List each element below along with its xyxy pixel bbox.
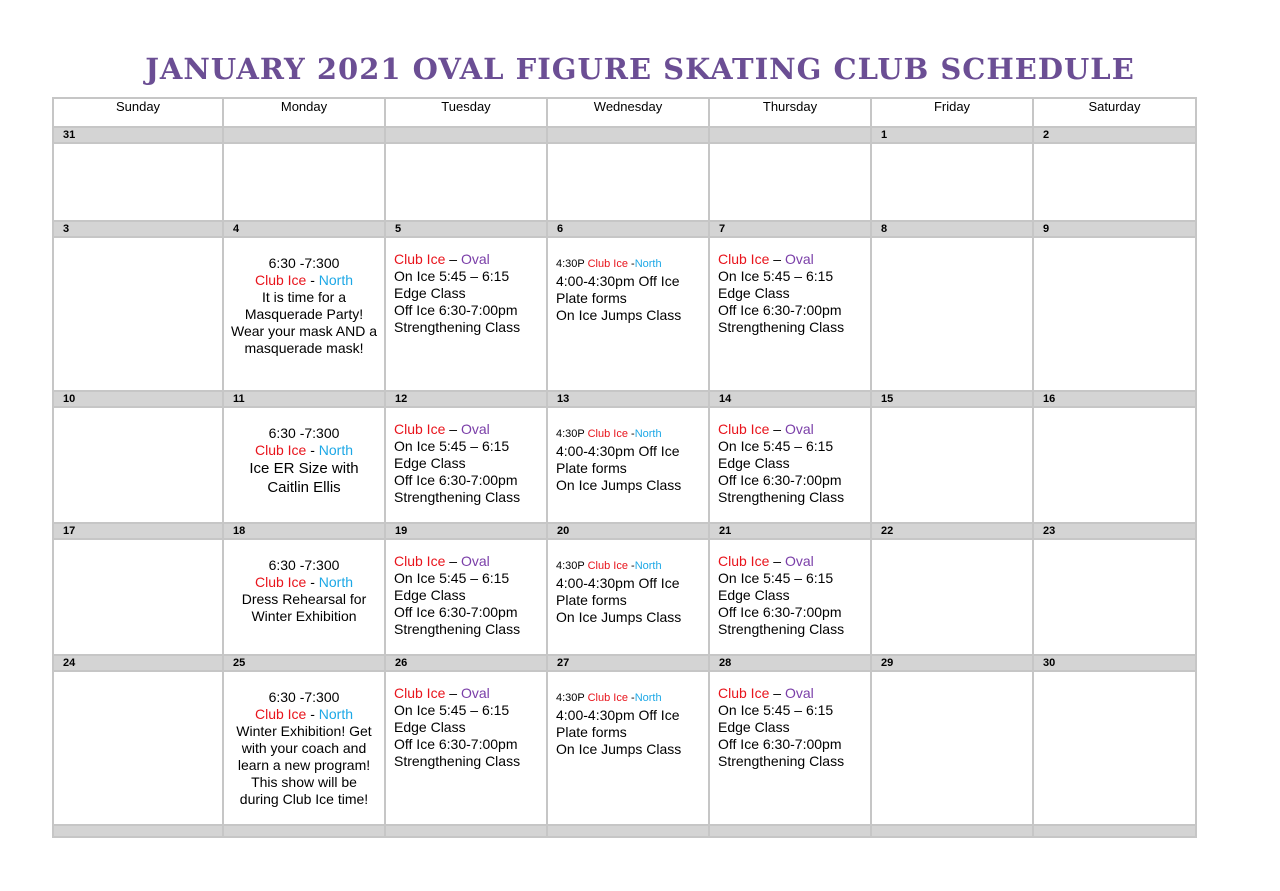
date-number: 2: [1033, 127, 1196, 143]
day-cell: [709, 539, 871, 655]
day-cell: [53, 539, 223, 655]
club-ice-label: Club Ice: [587, 258, 628, 270]
date-number: 25: [223, 655, 385, 671]
event-time: 4:30P: [556, 258, 588, 270]
strengthening-class: Strengthening Class: [394, 621, 521, 637]
date-number: 29: [871, 655, 1033, 671]
event-location-line: [556, 424, 708, 443]
edge-class: Edge Class: [394, 719, 466, 735]
club-ice-label: Club Ice: [394, 685, 446, 701]
plate-forms: Plate forms: [556, 290, 627, 306]
thursday-event: [710, 238, 870, 336]
weekday-header-row: [53, 98, 1196, 127]
day-cell: [871, 143, 1033, 221]
date-number: 7: [709, 221, 871, 237]
jumps-class: On Ice Jumps Class: [556, 307, 682, 323]
club-ice-label: Club Ice: [587, 560, 628, 572]
strengthening-class: Strengthening Class: [718, 489, 845, 505]
day-cell: [1033, 237, 1196, 391]
day-cell: [223, 237, 385, 391]
oval-label: Oval: [460, 685, 490, 701]
north-label: North: [634, 692, 662, 704]
tuesday-event: [386, 238, 546, 336]
separator: –: [445, 421, 461, 437]
date-number: 9: [1033, 221, 1196, 237]
date-number: 6: [547, 221, 709, 237]
jumps-class: On Ice Jumps Class: [556, 609, 682, 625]
day-cell: [223, 671, 385, 825]
off-ice-time: 4:00-4:30pm Off Ice: [556, 443, 680, 459]
strengthening-class: Strengthening Class: [718, 753, 845, 769]
off-ice-time: Off Ice 6:30-7:00pm: [718, 736, 842, 752]
date-number-row: [53, 127, 1196, 143]
club-ice-label: Club Ice: [254, 272, 307, 288]
club-ice-label: Club Ice: [254, 574, 307, 590]
day-cell: [223, 539, 385, 655]
strengthening-class: Strengthening Class: [718, 621, 845, 637]
weekday-thursday: Thursday: [709, 98, 871, 127]
on-ice-time: On Ice 5:45 – 6:15: [718, 438, 834, 454]
week-row: [53, 143, 1196, 221]
footer-cell: [1033, 825, 1196, 837]
footer-row: [53, 825, 1196, 837]
off-ice-time: Off Ice 6:30-7:00pm: [394, 302, 518, 318]
monday-event: [224, 540, 384, 625]
footer-cell: [53, 825, 223, 837]
day-cell: [547, 143, 709, 221]
event-time: 6:30 -7:300: [268, 255, 340, 271]
page-title: JANUARY 2021 OVAL FIGURE SKATING CLUB SCHEDULE: [145, 52, 1135, 86]
monday-event: [224, 408, 384, 497]
tuesday-event: [386, 672, 546, 770]
oval-label: Oval: [784, 553, 814, 569]
separator: -: [306, 706, 319, 722]
date-number: 19: [385, 523, 547, 539]
jumps-class: On Ice Jumps Class: [556, 477, 682, 493]
club-ice-label: Club Ice: [718, 553, 770, 569]
strengthening-class: Strengthening Class: [394, 319, 521, 335]
date-number: [709, 127, 871, 143]
footer-cell: [871, 825, 1033, 837]
weekday-wednesday: Wednesday: [547, 98, 709, 127]
on-ice-time: On Ice 5:45 – 6:15: [394, 570, 510, 586]
event-location-line: [230, 442, 378, 459]
tuesday-event: [386, 540, 546, 638]
event-description: Winter Exhibition! Get with your coach and learn a new program! This show will be during Club Ice time!: [236, 723, 372, 807]
strengthening-class: Strengthening Class: [718, 319, 845, 335]
off-ice-time: Off Ice 6:30-7:00pm: [718, 604, 842, 620]
separator: -: [627, 692, 635, 704]
weekday-saturday: Saturday: [1033, 98, 1196, 127]
week-row: [53, 237, 1196, 391]
date-number: 24: [53, 655, 223, 671]
separator: -: [627, 258, 635, 270]
date-number: 13: [547, 391, 709, 407]
date-number: 16: [1033, 391, 1196, 407]
oval-label: Oval: [460, 553, 490, 569]
thursday-event: [710, 540, 870, 638]
oval-label: Oval: [460, 421, 490, 437]
date-number: 26: [385, 655, 547, 671]
date-number: 5: [385, 221, 547, 237]
edge-class: Edge Class: [394, 285, 466, 301]
footer-cell: [547, 825, 709, 837]
edge-class: Edge Class: [718, 455, 790, 471]
date-number: 15: [871, 391, 1033, 407]
monday-event: [224, 238, 384, 357]
week-row: [53, 671, 1196, 825]
edge-class: Edge Class: [718, 285, 790, 301]
oval-label: Oval: [784, 685, 814, 701]
date-number: 20: [547, 523, 709, 539]
separator: -: [306, 442, 319, 458]
club-ice-label: Club Ice: [254, 706, 307, 722]
strengthening-class: Strengthening Class: [394, 753, 521, 769]
event-description: It is time for a Masquerade Party! Wear your mask AND a masquerade mask!: [230, 289, 377, 356]
jumps-class: On Ice Jumps Class: [556, 741, 682, 757]
day-cell: [871, 539, 1033, 655]
day-cell: [709, 671, 871, 825]
plate-forms: Plate forms: [556, 592, 627, 608]
club-ice-label: Club Ice: [394, 251, 446, 267]
day-cell: [1033, 539, 1196, 655]
monday-event: [224, 672, 384, 808]
off-ice-time: Off Ice 6:30-7:00pm: [394, 604, 518, 620]
date-number: 23: [1033, 523, 1196, 539]
event-location-line: [718, 421, 870, 438]
event-location-line: [394, 553, 546, 570]
on-ice-time: On Ice 5:45 – 6:15: [394, 702, 510, 718]
separator: –: [769, 421, 785, 437]
separator: -: [627, 428, 635, 440]
date-number: 27: [547, 655, 709, 671]
date-number-row: [53, 655, 1196, 671]
day-cell: [871, 671, 1033, 825]
on-ice-time: On Ice 5:45 – 6:15: [394, 268, 510, 284]
separator: –: [445, 685, 461, 701]
date-number: 30: [1033, 655, 1196, 671]
event-time: 6:30 -7:300: [268, 425, 340, 441]
event-location-line: [394, 421, 546, 438]
wednesday-event: [548, 238, 708, 324]
day-cell: [547, 539, 709, 655]
event-time: 6:30 -7:300: [268, 557, 340, 573]
event-location-line: [394, 251, 546, 268]
weekday-friday: Friday: [871, 98, 1033, 127]
day-cell: [547, 671, 709, 825]
club-ice-label: Club Ice: [718, 251, 770, 267]
date-number: 11: [223, 391, 385, 407]
wednesday-event: [548, 408, 708, 494]
tuesday-event: [386, 408, 546, 506]
on-ice-time: On Ice 5:45 – 6:15: [718, 702, 834, 718]
oval-label: Oval: [460, 251, 490, 267]
day-cell: [1033, 407, 1196, 523]
north-label: North: [318, 574, 354, 590]
edge-class: Edge Class: [394, 455, 466, 471]
north-label: North: [318, 442, 354, 458]
event-location-line: [394, 685, 546, 702]
club-ice-label: Club Ice: [587, 428, 628, 440]
off-ice-time: Off Ice 6:30-7:00pm: [718, 472, 842, 488]
event-location-line: [718, 553, 870, 570]
north-label: North: [634, 428, 662, 440]
separator: -: [627, 560, 635, 572]
event-location-line: [556, 688, 708, 707]
event-time: 4:30P: [556, 428, 588, 440]
event-location-line: [556, 254, 708, 273]
date-number: 3: [53, 221, 223, 237]
day-cell: [53, 237, 223, 391]
day-cell: [53, 671, 223, 825]
date-number: [223, 127, 385, 143]
plate-forms: Plate forms: [556, 724, 627, 740]
event-description: Ice ER Size with Caitlin Ellis: [249, 460, 359, 496]
off-ice-time: Off Ice 6:30-7:00pm: [394, 736, 518, 752]
separator: –: [769, 685, 785, 701]
on-ice-time: On Ice 5:45 – 6:15: [718, 570, 834, 586]
event-location-line: [556, 556, 708, 575]
weekday-monday: Monday: [223, 98, 385, 127]
north-label: North: [318, 272, 354, 288]
day-cell: [709, 407, 871, 523]
thursday-event: [710, 408, 870, 506]
footer-cell: [385, 825, 547, 837]
club-ice-label: Club Ice: [718, 685, 770, 701]
plate-forms: Plate forms: [556, 460, 627, 476]
separator: –: [769, 251, 785, 267]
date-number: [547, 127, 709, 143]
week-row: [53, 539, 1196, 655]
event-location-line: [230, 574, 378, 591]
club-ice-label: Club Ice: [394, 421, 446, 437]
day-cell: [385, 237, 547, 391]
day-cell: [53, 143, 223, 221]
day-cell: [385, 671, 547, 825]
thursday-event: [710, 672, 870, 770]
event-location-line: [718, 685, 870, 702]
wednesday-event: [548, 540, 708, 626]
event-location-line: [230, 706, 378, 723]
off-ice-time: Off Ice 6:30-7:00pm: [718, 302, 842, 318]
weekday-tuesday: Tuesday: [385, 98, 547, 127]
weekday-sunday: Sunday: [53, 98, 223, 127]
event-description: Dress Rehearsal for Winter Exhibition: [241, 591, 367, 624]
footer-cell: [223, 825, 385, 837]
separator: –: [769, 553, 785, 569]
separator: -: [306, 272, 319, 288]
date-number: 18: [223, 523, 385, 539]
date-number-row: [53, 523, 1196, 539]
date-number: 22: [871, 523, 1033, 539]
date-number: 28: [709, 655, 871, 671]
oval-label: Oval: [784, 421, 814, 437]
day-cell: [53, 407, 223, 523]
off-ice-time: 4:00-4:30pm Off Ice: [556, 707, 680, 723]
day-cell: [385, 143, 547, 221]
event-location-line: [230, 272, 378, 289]
date-number-row: [53, 221, 1196, 237]
day-cell: [1033, 143, 1196, 221]
date-number-row: [53, 391, 1196, 407]
day-cell: [547, 407, 709, 523]
off-ice-time: 4:00-4:30pm Off Ice: [556, 575, 680, 591]
day-cell: [385, 407, 547, 523]
on-ice-time: On Ice 5:45 – 6:15: [394, 438, 510, 454]
day-cell: [709, 143, 871, 221]
event-time: 6:30 -7:300: [268, 689, 340, 705]
club-ice-label: Club Ice: [587, 692, 628, 704]
day-cell: [1033, 671, 1196, 825]
off-ice-time: Off Ice 6:30-7:00pm: [394, 472, 518, 488]
club-ice-label: Club Ice: [254, 442, 307, 458]
event-time: 4:30P: [556, 692, 588, 704]
week-row: [53, 407, 1196, 523]
oval-label: Oval: [784, 251, 814, 267]
club-ice-label: Club Ice: [394, 553, 446, 569]
wednesday-event: [548, 672, 708, 758]
edge-class: Edge Class: [394, 587, 466, 603]
on-ice-time: On Ice 5:45 – 6:15: [718, 268, 834, 284]
edge-class: Edge Class: [718, 719, 790, 735]
date-number: 31: [53, 127, 223, 143]
day-cell: [709, 237, 871, 391]
date-number: 10: [53, 391, 223, 407]
day-cell: [871, 407, 1033, 523]
date-number: 21: [709, 523, 871, 539]
north-label: North: [634, 560, 662, 572]
date-number: [385, 127, 547, 143]
strengthening-class: Strengthening Class: [394, 489, 521, 505]
separator: -: [306, 574, 319, 590]
separator: –: [445, 251, 461, 267]
footer-cell: [709, 825, 871, 837]
day-cell: [385, 539, 547, 655]
club-ice-label: Club Ice: [718, 421, 770, 437]
day-cell: [871, 237, 1033, 391]
date-number: 17: [53, 523, 223, 539]
date-number: 14: [709, 391, 871, 407]
calendar-table: [52, 97, 1197, 838]
north-label: North: [318, 706, 354, 722]
day-cell: [223, 143, 385, 221]
date-number: 1: [871, 127, 1033, 143]
separator: –: [445, 553, 461, 569]
event-time: 4:30P: [556, 560, 588, 572]
date-number: 4: [223, 221, 385, 237]
date-number: 8: [871, 221, 1033, 237]
north-label: North: [634, 258, 662, 270]
day-cell: [547, 237, 709, 391]
off-ice-time: 4:00-4:30pm Off Ice: [556, 273, 680, 289]
edge-class: Edge Class: [718, 587, 790, 603]
day-cell: [223, 407, 385, 523]
date-number: 12: [385, 391, 547, 407]
event-location-line: [718, 251, 870, 268]
